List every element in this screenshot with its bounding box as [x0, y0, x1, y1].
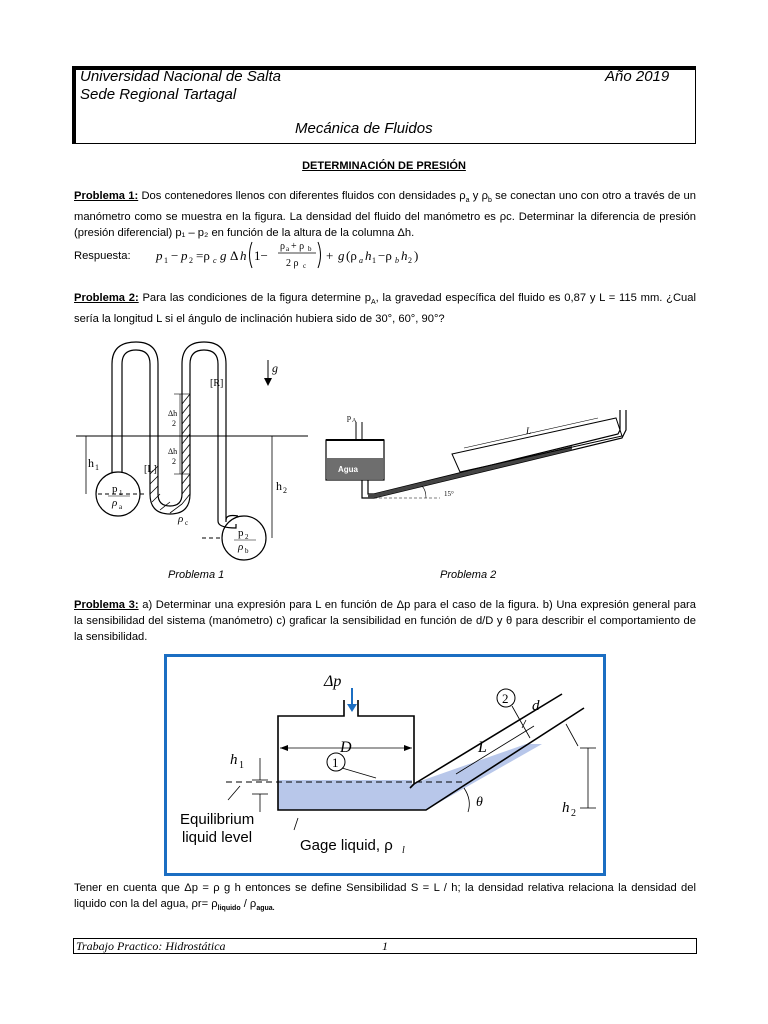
svg-text:a: a — [286, 245, 290, 253]
label-equilibrium: Equilibrium — [180, 811, 255, 828]
problem-2-label: Problema 2: — [74, 292, 139, 304]
svg-text:2: 2 — [571, 808, 576, 819]
problem-1-label: Problema 1: — [74, 190, 139, 202]
svg-text:): ) — [414, 248, 419, 263]
label-d: d — [532, 698, 540, 714]
svg-text:1: 1 — [372, 256, 376, 265]
label-h2: h — [276, 479, 282, 493]
problem-3-label: Problema 3: — [74, 599, 139, 611]
svg-text:2: 2 — [172, 457, 176, 466]
svg-text:1: 1 — [164, 256, 168, 265]
label-dh-upper: Δh — [168, 409, 178, 418]
label-agua: Agua — [338, 465, 358, 474]
label-L2: L — [526, 426, 532, 436]
svg-text:ρ: ρ — [280, 241, 285, 252]
label-L3: L — [478, 739, 487, 756]
svg-text:b: b — [395, 256, 399, 265]
svg-text:a: a — [119, 503, 123, 511]
label-circle-1: 1 — [332, 755, 339, 770]
page-title: DETERMINACIÓN DE PRESIÓN — [302, 160, 466, 172]
svg-text:g: g — [220, 248, 227, 263]
svg-text:h: h — [240, 248, 247, 263]
answer-label: Respuesta: — [74, 250, 131, 262]
problem-2-text: Problema 2: Para las condiciones de la figura determine $p_A$, la gravedad específica del fluido es 0,87 y L = 115 mm. ¿Cual sería la longitud L si el ángulo de inclinación hubiera sido de 30°, 60°, 90°? — [74, 292, 696, 326]
figure-problem-3 — [164, 654, 606, 876]
svg-text:=ρ: =ρ — [196, 248, 210, 263]
svg-text:−ρ: −ρ — [378, 248, 392, 263]
svg-text:2: 2 — [189, 256, 193, 265]
note-text: Tener en cuenta que Δp = ρ g h entonces se define Sensibilidad S = L / h; la densidad relativa relaciona la densidad del liquido con la del agua, $\rho r= \rho_{liquido} / \rho_{agua.}$ — [74, 882, 696, 913]
svg-text:g: g — [338, 248, 345, 263]
caption-fig1: Problema 1 — [168, 569, 225, 581]
svg-text:Δ: Δ — [230, 248, 239, 263]
svg-text:b: b — [245, 547, 249, 555]
year: Año 2019 — [605, 68, 670, 85]
label-p2: p — [238, 527, 244, 539]
svg-text:+: + — [326, 248, 334, 263]
figure-problem-1 — [72, 334, 312, 564]
caption-fig2: Problema 2 — [440, 569, 497, 581]
label-liquid-level: liquid level — [182, 829, 253, 846]
svg-text:h: h — [401, 248, 408, 263]
svg-text:c: c — [213, 256, 217, 265]
university-name: Universidad Nacional de Salta — [80, 68, 281, 85]
course-title: Mecánica de Fluidos — [295, 120, 433, 137]
svg-text:1: 1 — [95, 463, 99, 472]
label-R: [R] — [210, 378, 224, 389]
label-angle: 15° — [444, 490, 454, 498]
footer-box — [73, 938, 697, 954]
label-gage-liquid: Gage liquid, ρ — [300, 837, 393, 854]
svg-text:1: 1 — [239, 760, 244, 771]
svg-text:p: p — [181, 248, 188, 263]
sede-name: Sede Regional Tartagal — [80, 86, 237, 103]
svg-text:c: c — [303, 262, 307, 270]
label-p1: p — [112, 483, 118, 495]
svg-text:2 ρ: 2 ρ — [286, 258, 299, 269]
label-dh-lower: Δh — [168, 447, 178, 456]
problem-1-text: Problema 1: Dos contenedores llenos con diferentes fluidos con densidades $\rho_a$ y $\rho_b$ se conectan uno con otro a través de un manómetro como se muestra en la figura. La densidad del fluido del manómetro es ρc. Determinar la diferencia de presión (presión diferencial) p₁ – p₂ en función de la altura de la columna Δh. — [74, 190, 696, 240]
figure-problem-2 — [322, 400, 652, 520]
label-pA: p — [347, 413, 351, 422]
svg-text:2: 2 — [172, 419, 176, 428]
svg-text:2: 2 — [245, 533, 249, 541]
svg-text:+ ρ: + ρ — [291, 241, 305, 252]
footer-title: Trabajo Practico: Hidrostática — [76, 939, 226, 953]
svg-text:(ρ: (ρ — [346, 248, 357, 263]
svg-text:c: c — [185, 519, 189, 527]
label-circle-2: 2 — [502, 691, 509, 706]
svg-text:2: 2 — [283, 486, 287, 495]
svg-text:a: a — [359, 256, 363, 265]
label-rho-b: ρ — [238, 541, 244, 553]
label-g: g — [272, 361, 278, 375]
svg-text:b: b — [308, 245, 312, 253]
label-rho-a: ρ — [112, 497, 118, 509]
problem-3-text: Problema 3: a) Determinar una expresión para L en función de Δp para el caso de la figura. b) Una expresión general para la sensibilidad del sistema (manómetro) c) graficar la sensibilidad en función de d/D y θ para describir el comportamiento de la sensibilidad. — [74, 599, 696, 643]
label-L: [L] — [144, 464, 157, 475]
svg-text:A: A — [352, 418, 357, 424]
svg-text:1−: 1− — [254, 248, 268, 263]
svg-text:−: − — [171, 248, 179, 263]
label-dp: Δp — [324, 673, 342, 690]
label-h2-3: h — [562, 800, 570, 816]
label-theta: θ — [476, 795, 483, 810]
svg-text:p: p — [156, 248, 163, 263]
label-h1-3: h — [230, 752, 238, 768]
page-number: 1 — [382, 939, 388, 953]
label-D: D — [340, 739, 352, 756]
answer-formula — [150, 232, 440, 272]
svg-text:1: 1 — [119, 489, 123, 497]
label-h1: h — [88, 456, 94, 470]
label-rho-c: ρ — [178, 513, 184, 525]
svg-text:h: h — [365, 248, 372, 263]
svg-text:l: l — [402, 845, 405, 856]
svg-text:2: 2 — [408, 256, 412, 265]
